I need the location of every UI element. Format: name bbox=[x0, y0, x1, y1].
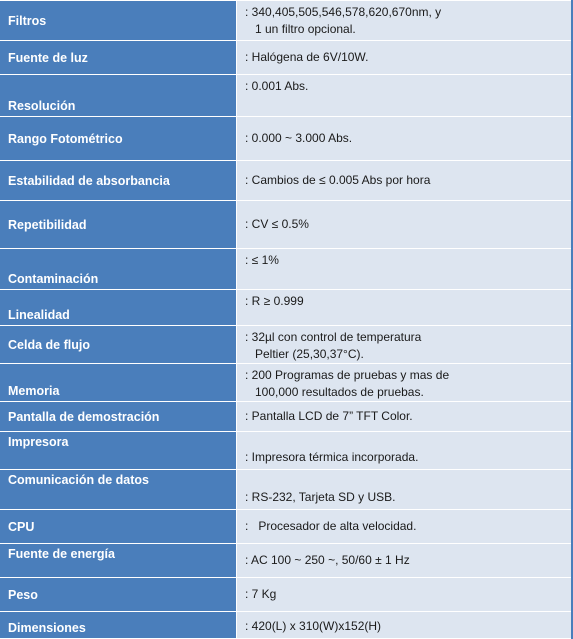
value-line: : Pantalla LCD de 7” TFT Color. bbox=[245, 409, 413, 423]
row-label: Celda de flujo bbox=[0, 326, 237, 364]
row-label: Rango Fotométrico bbox=[0, 117, 237, 161]
value-line: : 0.000 ~ 3.000 Abs. bbox=[245, 131, 353, 145]
table-row bbox=[0, 201, 572, 249]
table-row bbox=[0, 41, 572, 75]
row-label: Contaminación bbox=[0, 249, 237, 290]
row-label: Repetibilidad bbox=[0, 201, 237, 249]
value-line: : ≤ 1% bbox=[245, 253, 279, 267]
value-line: : 0.001 Abs. bbox=[245, 79, 309, 93]
table-row bbox=[0, 402, 572, 432]
row-label: Peso bbox=[0, 578, 237, 612]
value-line: : AC 100 ~ 250 ~, 50/60 ± 1 Hz bbox=[245, 553, 410, 567]
table-row bbox=[0, 326, 572, 364]
table-row bbox=[0, 612, 572, 639]
row-value bbox=[237, 364, 573, 402]
table-row bbox=[0, 578, 572, 612]
table-row bbox=[0, 1, 572, 41]
value-line: : Impresora térmica incorporada. bbox=[245, 450, 419, 464]
value-line: : Cambios de ≤ 0.005 Abs por hora bbox=[245, 173, 431, 187]
row-value bbox=[237, 544, 573, 578]
row-label: Impresora bbox=[0, 432, 237, 470]
row-value bbox=[237, 402, 573, 432]
value-line: : 420(L) x 310(W)x152(H) bbox=[245, 619, 382, 633]
row-value bbox=[237, 75, 573, 117]
value-line: 1 un filtro opcional. bbox=[245, 22, 356, 36]
row-value bbox=[237, 578, 573, 612]
value-line: : 32µl con control de temperatura bbox=[245, 330, 422, 344]
value-line: : Procesador de alta velocidad. bbox=[245, 519, 417, 533]
value-line: : 340,405,505,546,578,620,670nm, y bbox=[245, 5, 442, 19]
row-value bbox=[237, 249, 573, 290]
row-value bbox=[237, 470, 573, 510]
table-row bbox=[0, 290, 572, 326]
row-value bbox=[237, 1, 573, 41]
table-row bbox=[0, 470, 572, 510]
row-label: Linealidad bbox=[0, 290, 237, 326]
row-value bbox=[237, 432, 573, 470]
row-value bbox=[237, 117, 573, 161]
row-label: Filtros bbox=[0, 1, 237, 41]
value-line: : CV ≤ 0.5% bbox=[245, 217, 309, 231]
row-label: Estabilidad de absorbancia bbox=[0, 161, 237, 201]
row-label: Dimensiones bbox=[0, 612, 237, 639]
row-label: Resolución bbox=[0, 75, 237, 117]
row-value bbox=[237, 326, 573, 364]
table-row bbox=[0, 432, 572, 470]
row-value bbox=[237, 612, 573, 639]
table-row bbox=[0, 161, 572, 201]
row-label: Fuente de energía bbox=[0, 544, 237, 578]
row-label: Fuente de luz bbox=[0, 41, 237, 75]
row-value bbox=[237, 510, 573, 544]
value-line: : RS-232, Tarjeta SD y USB. bbox=[245, 490, 396, 504]
row-label: CPU bbox=[0, 510, 237, 544]
table-row bbox=[0, 364, 572, 402]
table-row bbox=[0, 249, 572, 290]
row-label: Memoria bbox=[0, 364, 237, 402]
value-line: : 7 Kg bbox=[245, 587, 277, 601]
table-row bbox=[0, 510, 572, 544]
value-line: Peltier (25,30,37°C). bbox=[245, 347, 364, 361]
table-row bbox=[0, 544, 572, 578]
row-value bbox=[237, 41, 573, 75]
value-line: : 200 Programas de pruebas y mas de bbox=[245, 368, 450, 382]
value-line: : Halógena de 6V/10W. bbox=[245, 50, 369, 64]
table-row bbox=[0, 117, 572, 161]
row-value bbox=[237, 290, 573, 326]
value-line: : R ≥ 0.999 bbox=[245, 294, 304, 308]
row-value bbox=[237, 161, 573, 201]
row-value bbox=[237, 201, 573, 249]
row-label: Comunicación de datos bbox=[0, 470, 237, 510]
row-label: Pantalla de demostración bbox=[0, 402, 237, 432]
value-line: 100,000 resultados de pruebas. bbox=[245, 385, 424, 399]
table-row bbox=[0, 75, 572, 117]
